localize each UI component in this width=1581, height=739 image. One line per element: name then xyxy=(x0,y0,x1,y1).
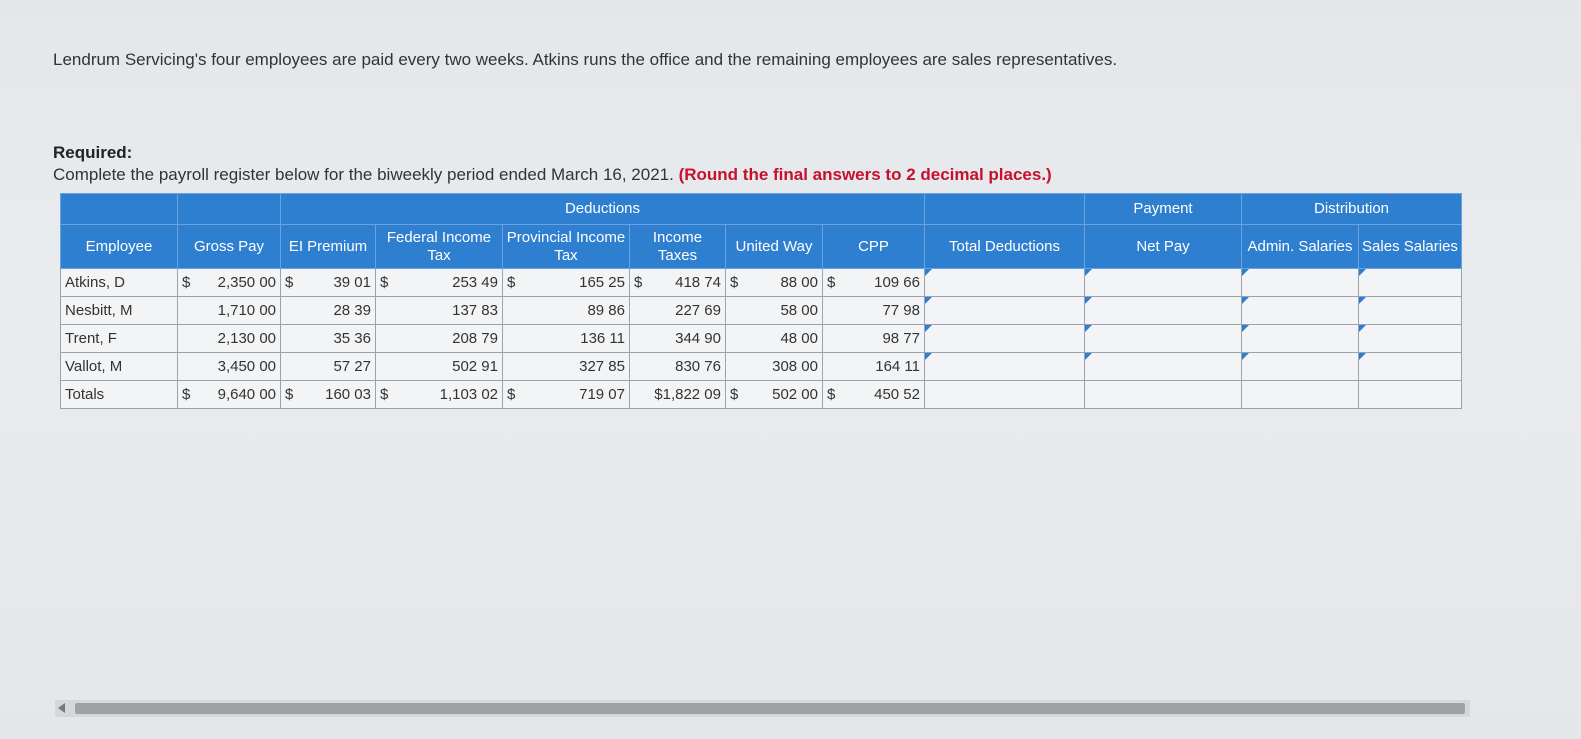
ei-premium-value: 39 01 xyxy=(333,274,371,291)
header-payment: Payment xyxy=(1085,194,1242,225)
ei-premium-value: 57 27 xyxy=(333,358,371,375)
gross-pay-value: 1,710 00 xyxy=(217,302,276,319)
admin-salaries-total-cell xyxy=(1242,381,1359,409)
net-pay-input-cell[interactable] xyxy=(1085,269,1242,297)
income-taxes-cell xyxy=(630,353,726,381)
united-way-cell xyxy=(726,297,823,325)
ei-premium-cell xyxy=(281,353,376,381)
ei-premium-currency: $ xyxy=(285,386,294,403)
united-way-currency: $ xyxy=(730,386,739,403)
admin-salaries-input-cell[interactable] xyxy=(1242,325,1359,353)
header-distribution: Distribution xyxy=(1242,194,1462,225)
federal-tax-value: 1,103 02 xyxy=(439,386,498,403)
net-pay-input-cell[interactable] xyxy=(1085,325,1242,353)
united-way-cell xyxy=(726,381,823,409)
header-deductions: Deductions xyxy=(281,194,925,225)
header-federal-income-tax: Federal Income Tax xyxy=(376,225,503,269)
ei-premium-cell xyxy=(281,269,376,297)
federal-tax-value: 137 83 xyxy=(452,302,498,319)
united-way-value: 502 00 xyxy=(772,386,818,403)
header-sales-salaries: Sales Salaries xyxy=(1359,225,1462,269)
sales-salaries-input-cell[interactable] xyxy=(1359,353,1462,381)
header-cpp: CPP xyxy=(823,225,925,269)
employee-name: Vallot, M xyxy=(61,353,178,381)
admin-salaries-input[interactable] xyxy=(1246,269,1354,296)
sales-salaries-input-cell[interactable] xyxy=(1359,269,1462,297)
horizontal-scrollbar[interactable] xyxy=(55,700,1470,717)
totals-row xyxy=(61,381,1462,409)
cpp-cell xyxy=(823,325,925,353)
net-pay-input-cell[interactable] xyxy=(1085,297,1242,325)
ei-premium-cell xyxy=(281,325,376,353)
payroll-body xyxy=(61,269,1462,409)
provincial-tax-cell xyxy=(503,381,630,409)
income-taxes-currency: $ xyxy=(634,274,643,291)
net-pay-input[interactable] xyxy=(1089,297,1237,324)
required-text xyxy=(53,165,1052,185)
income-taxes-cell xyxy=(630,269,726,297)
ei-premium-cell xyxy=(281,297,376,325)
required-label: Required: xyxy=(53,143,133,162)
employee-name: Nesbitt, M xyxy=(61,297,178,325)
ei-premium-value: 28 39 xyxy=(333,302,371,319)
federal-tax-cell xyxy=(376,325,503,353)
scrollbar-thumb[interactable] xyxy=(75,703,1465,714)
header-gross-pay: Gross Pay xyxy=(178,225,281,269)
total-deductions-input-cell[interactable] xyxy=(925,269,1085,297)
federal-tax-currency: $ xyxy=(380,274,389,291)
net-pay-input[interactable] xyxy=(1089,269,1237,296)
cpp-value: 164 11 xyxy=(875,358,920,375)
income-taxes-value: 344 90 xyxy=(675,330,721,347)
total-deductions-input[interactable] xyxy=(929,325,1080,352)
federal-tax-cell xyxy=(376,297,503,325)
federal-tax-currency: $ xyxy=(380,386,389,403)
cpp-value: 77 98 xyxy=(882,302,920,319)
admin-salaries-input-cell[interactable] xyxy=(1242,353,1359,381)
scroll-left-arrow-icon[interactable] xyxy=(58,703,65,713)
provincial-tax-cell xyxy=(503,269,630,297)
provincial-tax-value: 89 86 xyxy=(587,302,625,319)
cpp-cell xyxy=(823,353,925,381)
provincial-tax-value: 165 25 xyxy=(579,274,625,291)
header-admin-salaries: Admin. Salaries xyxy=(1242,225,1359,269)
total-deductions-input[interactable] xyxy=(929,269,1080,296)
totals-label: Totals xyxy=(61,381,178,409)
sales-salaries-input[interactable] xyxy=(1363,269,1457,296)
provincial-tax-cell xyxy=(503,353,630,381)
united-way-value: 88 00 xyxy=(780,274,818,291)
cpp-currency: $ xyxy=(827,386,836,403)
federal-tax-cell xyxy=(376,381,503,409)
federal-tax-cell xyxy=(376,353,503,381)
header-income-taxes: Income Taxes xyxy=(630,225,726,269)
admin-salaries-input-cell[interactable] xyxy=(1242,269,1359,297)
gross-pay-cell xyxy=(178,381,281,409)
table-row xyxy=(61,325,1462,353)
total-deductions-input-cell[interactable] xyxy=(925,297,1085,325)
gross-pay-currency: $ xyxy=(182,274,191,291)
cpp-cell xyxy=(823,381,925,409)
header-employee: Employee xyxy=(61,225,178,269)
header-blank-total xyxy=(925,194,1085,225)
united-way-value: 308 00 xyxy=(772,358,818,375)
gross-pay-cell xyxy=(178,325,281,353)
provincial-tax-value: 719 07 xyxy=(579,386,625,403)
provincial-tax-cell xyxy=(503,325,630,353)
total-deductions-total-cell xyxy=(925,381,1085,409)
federal-tax-value: 208 79 xyxy=(452,330,498,347)
header-net-pay: Net Pay xyxy=(1085,225,1242,269)
sales-salaries-input-cell[interactable] xyxy=(1359,325,1462,353)
header-ei-premium: EI Premium xyxy=(281,225,376,269)
payroll-register xyxy=(60,193,1462,409)
header-blank-gross xyxy=(178,194,281,225)
total-deductions-input-cell[interactable] xyxy=(925,353,1085,381)
federal-tax-cell xyxy=(376,269,503,297)
problem-intro: Lendrum Servicing's four employees are paid every two weeks. Atkins runs the office and the remaining employees are sales representatives. xyxy=(53,50,1118,69)
header-provincial-income-tax: Provincial Income Tax xyxy=(503,225,630,269)
federal-tax-value: 502 91 xyxy=(452,358,498,375)
ei-premium-cell xyxy=(281,381,376,409)
admin-salaries-input[interactable] xyxy=(1246,297,1354,324)
ei-premium-value: 35 36 xyxy=(333,330,371,347)
net-pay-input[interactable] xyxy=(1089,325,1237,352)
cpp-value: 109 66 xyxy=(874,274,920,291)
income-taxes-cell xyxy=(630,381,726,409)
sales-salaries-total-cell xyxy=(1359,381,1462,409)
income-taxes-value: $1,822 09 xyxy=(654,386,721,403)
total-deductions-input-cell[interactable] xyxy=(925,325,1085,353)
admin-salaries-input[interactable] xyxy=(1246,325,1354,352)
gross-pay-cell xyxy=(178,269,281,297)
table-row xyxy=(61,297,1462,325)
table-row xyxy=(61,269,1462,297)
provincial-tax-value: 136 11 xyxy=(580,330,625,347)
income-taxes-cell xyxy=(630,325,726,353)
employee-name: Trent, F xyxy=(61,325,178,353)
gross-pay-value: 3,450 00 xyxy=(217,358,276,375)
total-deductions-input[interactable] xyxy=(929,297,1080,324)
provincial-tax-currency: $ xyxy=(507,386,516,403)
ei-premium-currency: $ xyxy=(285,274,294,291)
net-pay-input[interactable] xyxy=(1089,353,1237,380)
table-row xyxy=(61,353,1462,381)
net-pay-input-cell[interactable] xyxy=(1085,353,1242,381)
sales-salaries-input-cell[interactable] xyxy=(1359,297,1462,325)
employee-name: Atkins, D xyxy=(61,269,178,297)
header-united-way: United Way xyxy=(726,225,823,269)
provincial-tax-currency: $ xyxy=(507,274,516,291)
admin-salaries-input-cell[interactable] xyxy=(1242,297,1359,325)
gross-pay-value: 2,350 00 xyxy=(217,274,276,291)
income-taxes-value: 227 69 xyxy=(675,302,721,319)
sales-salaries-input[interactable] xyxy=(1363,325,1457,352)
rounding-note: (Round the final answers to 2 decimal places.) xyxy=(678,165,1052,184)
header-total-deductions: Total Deductions xyxy=(925,225,1085,269)
provincial-tax-value: 327 85 xyxy=(579,358,625,375)
header-blank-employee xyxy=(61,194,178,225)
income-taxes-cell xyxy=(630,297,726,325)
admin-salaries-input[interactable] xyxy=(1246,353,1354,380)
gross-pay-cell xyxy=(178,297,281,325)
cpp-cell xyxy=(823,269,925,297)
sales-salaries-input[interactable] xyxy=(1363,297,1457,324)
gross-pay-value: 9,640 00 xyxy=(217,386,276,403)
cpp-currency: $ xyxy=(827,274,836,291)
gross-pay-cell xyxy=(178,353,281,381)
income-taxes-value: 830 76 xyxy=(675,358,721,375)
cpp-cell xyxy=(823,297,925,325)
net-pay-total-cell xyxy=(1085,381,1242,409)
gross-pay-currency: $ xyxy=(182,386,191,403)
united-way-value: 58 00 xyxy=(780,302,818,319)
cpp-value: 98 77 xyxy=(882,330,920,347)
cpp-value: 450 52 xyxy=(874,386,920,403)
provincial-tax-cell xyxy=(503,297,630,325)
united-way-value: 48 00 xyxy=(780,330,818,347)
income-taxes-value: 418 74 xyxy=(675,274,721,291)
federal-tax-value: 253 49 xyxy=(452,274,498,291)
united-way-currency: $ xyxy=(730,274,739,291)
ei-premium-value: 160 03 xyxy=(325,386,371,403)
required-instruction: Complete the payroll register below for the biweekly period ended March 16, 2021. xyxy=(53,165,679,184)
united-way-cell xyxy=(726,353,823,381)
united-way-cell xyxy=(726,269,823,297)
united-way-cell xyxy=(726,325,823,353)
gross-pay-value: 2,130 00 xyxy=(217,330,276,347)
sales-salaries-input[interactable] xyxy=(1363,353,1457,380)
total-deductions-input[interactable] xyxy=(929,353,1080,380)
